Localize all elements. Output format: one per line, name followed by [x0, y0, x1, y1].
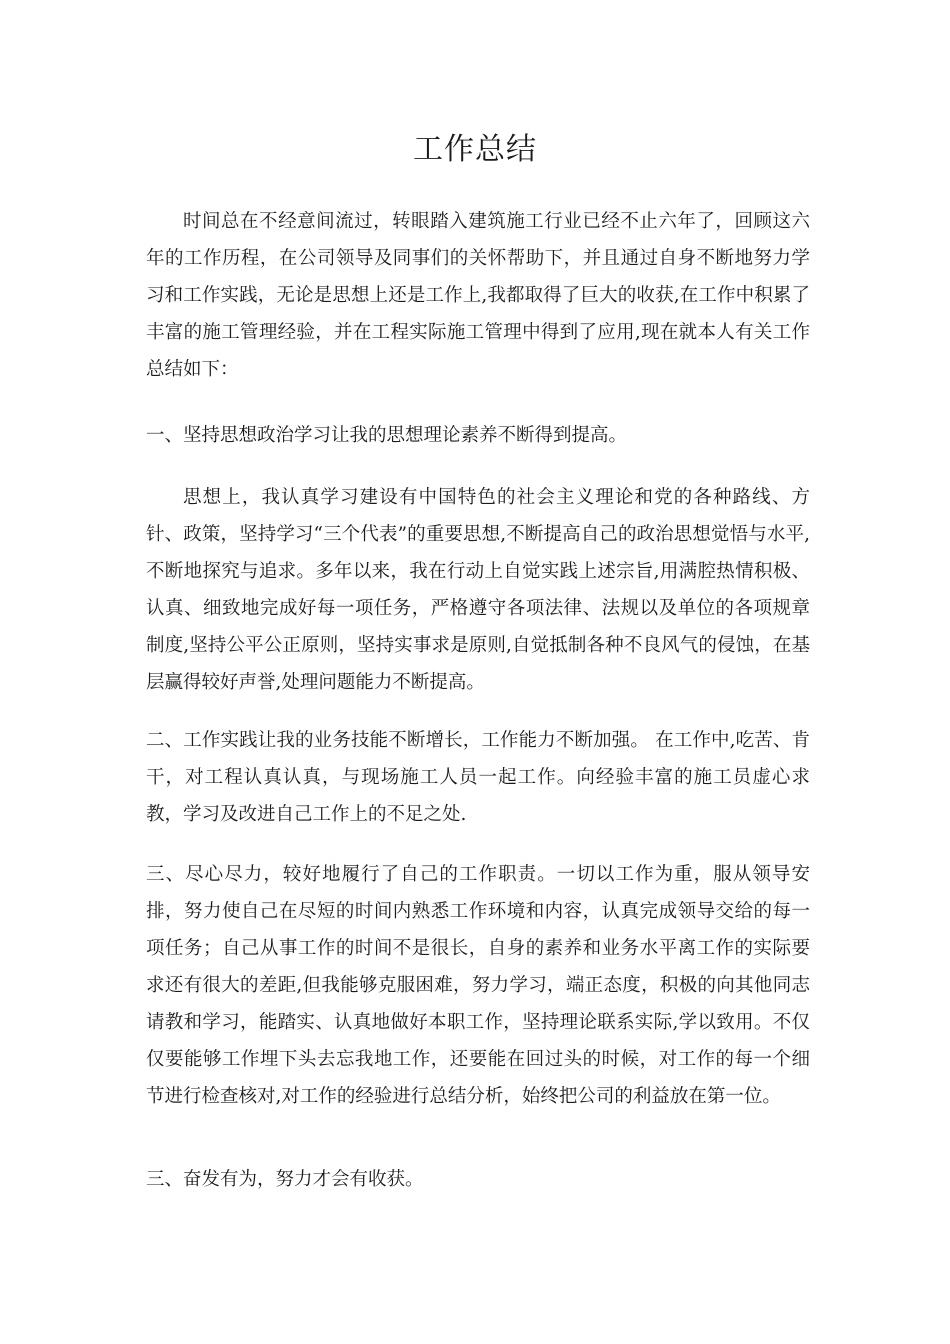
section-2-paragraph: 二、工作实践让我的业务技能不断增长，工作能力不断加强。 在工作中,吃苦、肯干，对工程认真认真，与现场施工人员一起工作。向经验丰富的施工员虚心求教，学习及改进自己工作上的不足之处. [146, 730, 810, 825]
section-1-heading: 一、坚持思想政治学习让我的思想理论素养不断得到提高。 [146, 425, 628, 446]
section-4-heading: 三、奋发有为，努力才会有收获。 [146, 1169, 424, 1190]
intro-paragraph: 时间总在不经意间流过，转眼踏入建筑施工行业已经不止六年了，回顾这六年的工作历程，在公司领导及同事们的关怀帮助下，并且通过自身不断地努力学习和工作实践，无论是思想上还是工作上,我都取得了巨大的收获,在工作中积累了丰富的施工管理经验，并在工程实际施工管理中得到了应用,现在就本人有关工作总结如下： [146, 211, 810, 380]
section-1-body: 思想上，我认真学习建设有中国特色的社会主义理论和党的各种路线、方针、政策，坚持学习“三个代表”的重要思想,不断提高自己的政治思想觉悟与水平,不断地探究与追求。多年以来，我在行动上自觉实践上述宗旨,用满腔热情积极、认真、细致地完成好每一项任务，严格遵守各项法律、法规以及单位的各项规章制度,坚持公平公正原则，坚持实事求是原则,自觉抵制各种不良风气的侵蚀，在基层赢得较好声誉,处理问题能力不断提高。 [146, 487, 810, 693]
document-title: 工作总结 [413, 132, 537, 167]
section-3-paragraph: 三、尽心尽力，较好地履行了自己的工作职责。一切以工作为重，服从领导安排，努力使自己在尽短的时间内熟悉工作环境和内容，认真完成领导交给的每一项任务；自己从事工作的时间不是很长，自身的素养和业务水平离工作的实际要求还有很大的差距,但我能够克服困难，努力学习，端正态度，积极的向其他同志请教和学习，能踏实、认真地做好本职工作，坚持理论联系实际,学以致用。不仅仅要能够工作埋下头去忘我地工作，还要能在回过头的时候，对工作的每一个细节进行检查核对,对工作的经验进行总结分析，始终把公司的利益放在第一位。 [146, 864, 810, 1107]
